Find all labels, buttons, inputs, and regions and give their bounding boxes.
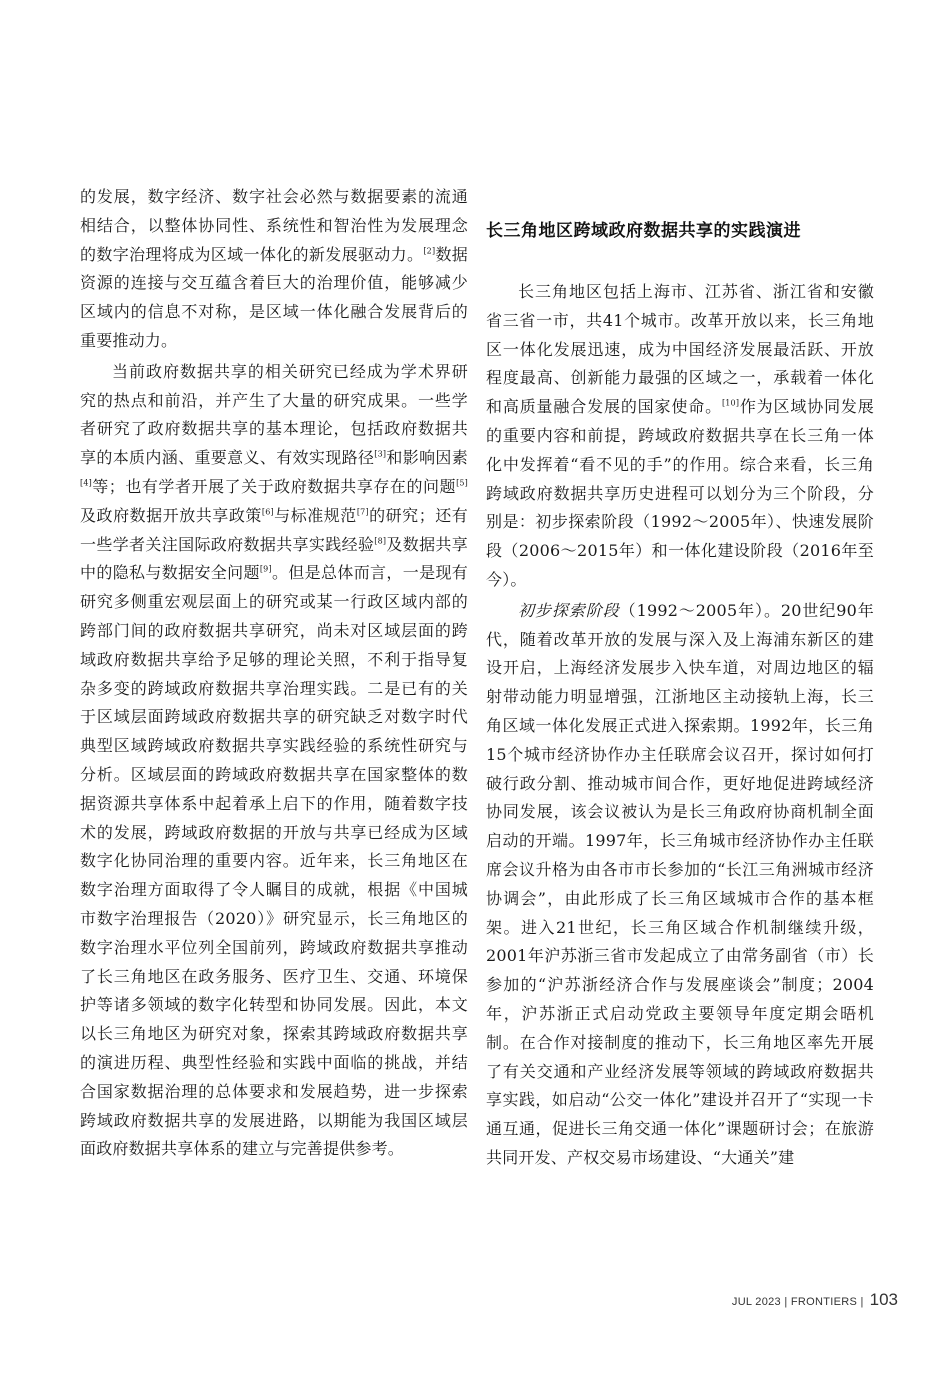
paragraph: 长三角地区包括上海市、江苏省、浙江省和安徽省三省一市，共41个城市。改革开放以来，长三角地区一体化发展迅速，成为中国经济发展最活跃、开放程度最高、创新能力最强的区域之一，承载着一体化和高质量融合发展的国家使命。[10]作为区域协同发展的重要内容和前提，跨域政府数据共享在长三角一体化中发挥着“看不见的手”的作用。综合来看，长三角跨域政府数据共享历史进程可以划分为三个阶段，分别是：初步探索阶段（1992～2005年）、快速发展阶段（2006～2015年）和一体化建设阶段（2016年至今）。 [486, 282, 874, 589]
citation[interactable]: [7] [356, 507, 369, 517]
citation[interactable]: [3] [374, 449, 387, 459]
paragraph: 当前政府数据共享的相关研究已经成为学术界研究的热点和前沿，并产生了大量的研究成果。一些学者研究了政府数据共享的基本理论，包括政府数据共享的本质内涵、重要意义、有效实现路径[3]和影响因素[4]等；也有学者开展了关于政府数据共享存在的问题[5]及政府数据开放共享政策[6]与标准规范[7]的研究；还有一些学者关注国际政府数据共享实践经验[8]及数据共享中的隐私与数据安全问题[9]。但是总体而言，一是现有研究多侧重宏观层面上的研究或某一行政区域内部的跨部门间的政府数据共享研究，尚未对区域层面的跨域政府数据共享给予足够的理论关照，不利于指导复杂多变的跨域政府数据共享治理实践。二是已有的关于区域层面跨域政府数据共享的研究缺乏对数字时代典型区域跨域政府数据共享实践经验的系统性研究与分析。区域层面的跨域政府数据共享在国家整体的数据资源共享体系中起着承上启下的作用，随着数字技术的发展，跨域政府数据的开放与共享已经成为区域数字化协同治理的重要内容。近年来，长三角地区在数字治理方面取得了令人瞩目的成就，根据《中国城市数字治理报告（2020）》研究显示，长三角地区的数字治理水平位列全国前列，跨域政府数据共享推动了长三角地区在政务服务、医疗卫生、交通、环境保护等诸多领域的数字化转型和协同发展。因此，本文以长三角地区为研究对象，探索其跨域政府数据共享的演进历程、典型性经验和实践中面临的挑战，并结合国家数据治理的总体要求和发展趋势，进一步探索跨域政府数据共享的发展进路，以期能为我国区域层面政府数据共享体系的建立与完善提供参考。 [80, 361, 468, 1159]
citation[interactable]: [6] [261, 507, 274, 517]
page-footer [732, 1290, 898, 1310]
paragraph: 初步探索阶段（1992～2005年）。20世纪90年代，随着改革开放的发展与深入及上海浦东新区的建设开启，上海经济发展步入快车道，对周边地区的辐射带动能力明显增强，江浙地区主动接轨上海，长三角区域一体化发展正式进入探索期。1992年，长三角15个城市经济协作办主任联席会议召开，探讨如何打破行政分割、推动城市间合作，更好地促进跨域经济协同发展，该会议被认为是长三角政府协商机制全面启动的开端。1997年，长三角城市经济协作办主任联席会议升格为由各市市长参加的“长江三角洲城市经济协调会”，由此形成了长三角区域城市合作的基本框架。进入21世纪，长三角区域合作机制继续升级，2001年沪苏浙三省市发起成立了由常务副省（市）长参加的“沪苏浙经济合作与发展座谈会”制度；2004年，沪苏浙正式启动党政主要领导年度定期会晤机制。在合作对接制度的推动下，长三角地区率先开展了有关交通和产业经济发展等领域的跨域政府数据共享实践，如启动“公交一体化”建设并召开了“实现一卡通互通，促进长三角交通一体化”课题研讨会；在旅游共同开发、产权交易市场建设、“大通关”建 [486, 600, 874, 1167]
journal-meta: JUL 2023 | FRONTIERS | [731, 1296, 864, 1308]
citation[interactable]: [9] [259, 565, 272, 575]
page-number: 103 [869, 1290, 898, 1309]
citation[interactable]: [2] [423, 246, 436, 256]
citation[interactable]: [10] [721, 398, 740, 408]
right-column [486, 278, 874, 1175]
citation[interactable]: [4] [80, 478, 92, 488]
paragraph: 的发展，数字经济、数字社会必然与数据要素的流通相结合，以整体协同性、系统性和智治性为发展理念的数字治理将成为区域一体化的新发展驱动力。[2]数据资源的连接与交互蕴含着巨大的治理价值，能够减少区域内的信息不对称，是区域一体化融合发展背后的重要推动力。 [80, 187, 468, 350]
citation[interactable]: [5] [456, 478, 468, 488]
left-column [80, 183, 468, 1166]
section-heading: 长三角地区跨域政府数据共享的实践演进 [486, 221, 801, 241]
citation[interactable]: [8] [374, 536, 387, 546]
stage-label: 初步探索阶段 [518, 600, 620, 620]
